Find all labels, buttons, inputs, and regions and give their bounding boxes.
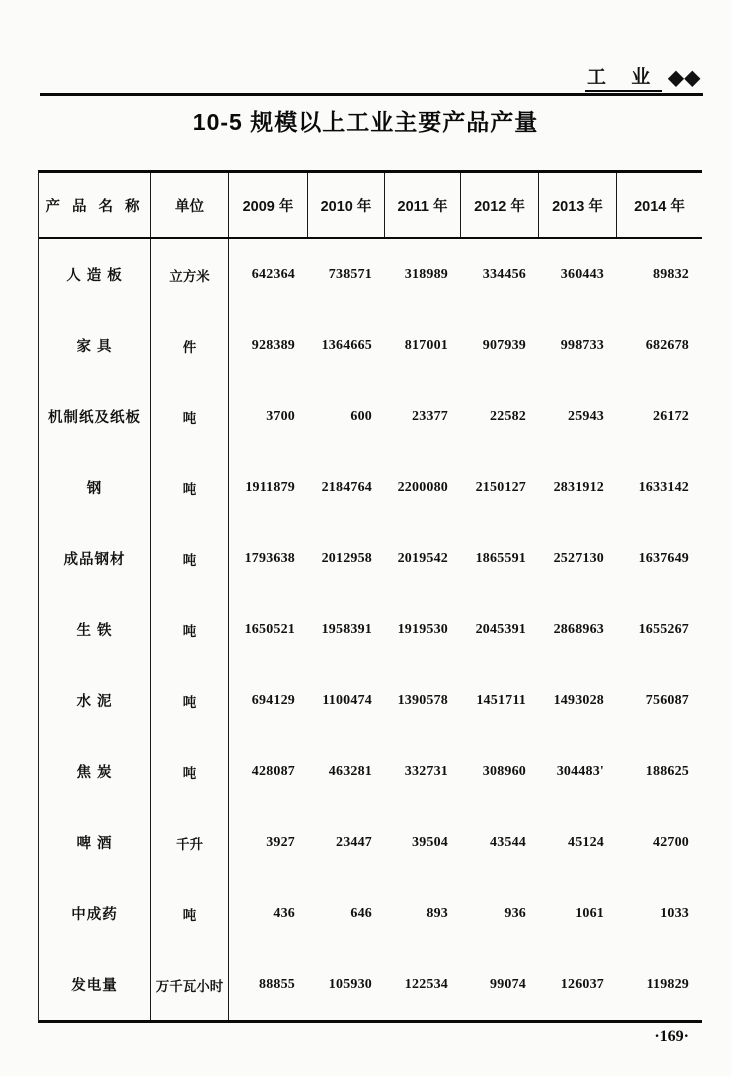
product-name-cell: 焦 炭 [39,736,151,807]
value-cell: 26172 [653,408,689,424]
column-header-2012: 2012 年 [461,173,539,237]
value-cell: 694129 [251,692,295,708]
value-cell: 1958391 [321,621,372,637]
value-cell: 332731 [404,763,448,779]
value-cell: 1919530 [397,621,448,637]
running-head-text [585,62,703,92]
value-cell: 2831912 [553,479,604,495]
value-cell: 436 [273,905,295,921]
table-row [39,523,702,594]
value-cell: 2150127 [475,479,526,495]
value-cell: 22582 [490,408,526,424]
unit-cell: 吨 [151,594,229,665]
table-row [39,736,702,807]
table-title: 10-5 规模以上工业主要产品产量 [192,109,539,135]
column-header-2013: 2013 年 [539,173,617,237]
value-cell: 463281 [328,763,372,779]
value-cell: 88855 [259,976,295,992]
product-name-cell: 机制纸及纸板 [39,381,151,452]
product-name-cell: 钢 [39,452,151,523]
column-header-2014: 2014 年 [634,198,685,215]
value-cell: 1633142 [638,479,689,495]
value-cell: 1637649 [638,550,689,566]
value-cell: 308960 [482,763,526,779]
table-body [39,239,702,1020]
value-cell: 1911879 [245,479,295,495]
value-cell: 1655267 [638,621,689,637]
value-cell: 1061 [575,905,604,921]
table-row [39,239,702,310]
value-cell: 928389 [251,337,295,353]
value-cell: 682678 [645,337,689,353]
value-cell: 122534 [404,976,448,992]
value-cell: 1100474 [322,692,372,708]
value-cell: 428087 [251,763,295,779]
value-cell: 817001 [404,337,448,353]
value-cell: 3700 [266,408,295,424]
value-cell: 2868963 [553,621,604,637]
value-cell: 738571 [328,266,372,282]
value-cell: 2012958 [321,550,372,566]
table-row [39,310,702,381]
column-header-product-name: 产 品 名 称 [39,173,151,237]
column-header-2011: 2011 年 [385,173,461,237]
value-cell: 1033 [660,905,689,921]
table-row [39,878,702,949]
value-cell: 89832 [653,266,689,282]
value-cell: 304483' [556,763,604,779]
value-cell: 646 [350,905,372,921]
value-cell: 2019542 [397,550,448,566]
table-row [39,949,702,1020]
table-row [39,594,702,665]
value-cell: 119829 [646,976,689,992]
value-cell: 43544 [490,834,526,850]
value-cell: 25943 [568,408,604,424]
value-cell: 1364665 [321,337,372,353]
product-name-cell: 生 铁 [39,594,151,665]
value-cell: 1451711 [476,692,526,708]
value-cell: 334456 [482,266,526,282]
value-cell: 1390578 [397,692,448,708]
table-header-row [39,173,702,239]
value-cell: 2200080 [397,479,448,495]
diamond-marks-icon: ◆◆ [668,67,701,89]
products-output-table [38,170,702,1023]
value-cell: 936 [504,905,526,921]
value-cell: 600 [350,408,372,424]
product-name-cell: 发电量 [39,949,151,1020]
value-cell: 1865591 [475,550,526,566]
table-row [39,452,702,523]
unit-cell: 吨 [151,523,229,594]
product-name-cell: 人 造 板 [39,239,151,310]
value-cell: 99074 [490,976,526,992]
value-cell: 45124 [568,834,604,850]
value-cell: 2184764 [321,479,372,495]
page-number: ·169· [654,1028,689,1045]
table-row [39,381,702,452]
unit-cell: 吨 [151,665,229,736]
value-cell: 907939 [482,337,526,353]
value-cell: 1793638 [244,550,295,566]
value-cell: 1493028 [553,692,604,708]
unit-cell: 吨 [151,878,229,949]
product-name-cell: 家 具 [39,310,151,381]
value-cell: 42700 [653,834,689,850]
chapter-label: 工 业 [585,62,662,92]
column-header-2010: 2010 年 [308,173,385,237]
value-cell: 23377 [412,408,448,424]
unit-cell: 件 [151,310,229,381]
product-name-cell: 水 泥 [39,665,151,736]
unit-cell: 吨 [151,736,229,807]
column-header-unit: 单位 [151,173,229,237]
value-cell: 318989 [404,266,448,282]
value-cell: 642364 [251,266,295,282]
unit-cell: 吨 [151,452,229,523]
unit-cell: 千升 [151,807,229,878]
unit-cell: 吨 [151,381,229,452]
product-name-cell: 啤 酒 [39,807,151,878]
value-cell: 756087 [645,692,689,708]
running-head [40,62,703,96]
value-cell: 126037 [560,976,604,992]
value-cell: 105930 [328,976,372,992]
value-cell: 2527130 [553,550,604,566]
value-cell: 2045391 [475,621,526,637]
value-cell: 3927 [266,834,295,850]
value-cell: 998733 [560,337,604,353]
table-row [39,665,702,736]
unit-cell: 万千瓦小时 [151,949,229,1020]
value-cell: 188625 [645,763,689,779]
value-cell: 1650521 [244,621,295,637]
value-cell: 39504 [412,834,448,850]
product-name-cell: 成品钢材 [39,523,151,594]
column-header-2009: 2009 年 [229,173,308,237]
value-cell: 23447 [336,834,372,850]
value-cell: 360443 [560,266,604,282]
table-row [39,807,702,878]
value-cell: 893 [426,905,448,921]
product-name-cell: 中成药 [39,878,151,949]
unit-cell: 立方米 [151,239,229,310]
